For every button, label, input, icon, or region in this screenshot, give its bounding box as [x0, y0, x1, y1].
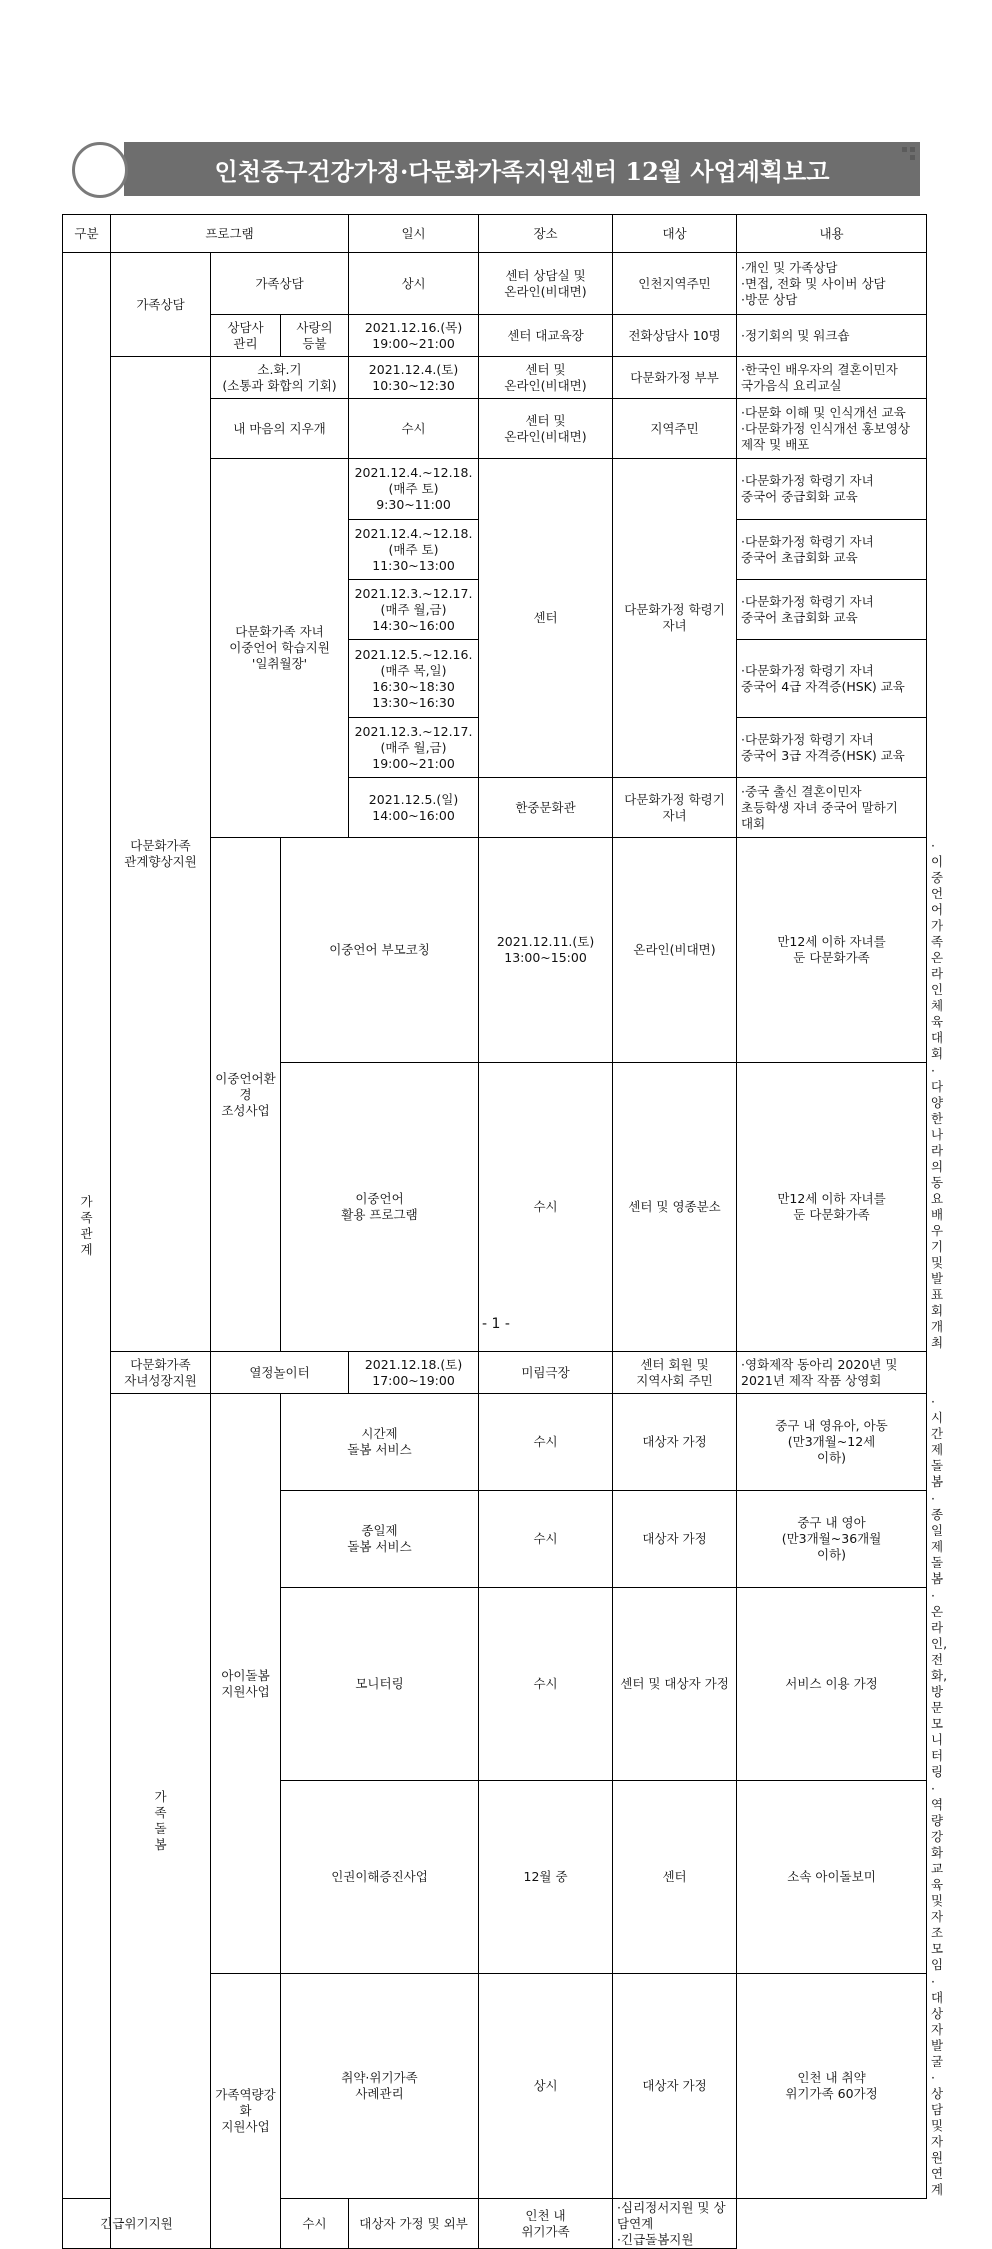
table-row: 모니터링 수시 센터 및 대상자 가정 서비스 이용 가정 ·온라인, 전화, 방문 모니터링	[63, 1588, 927, 1781]
place-cell: 대상자 가정 및 외부	[349, 2199, 479, 2249]
date-cell: 상시	[479, 1974, 613, 2199]
place-cell: 한중문화관	[479, 778, 613, 838]
place-cell: 미림극장	[479, 1352, 613, 1394]
plan-table	[62, 214, 948, 2249]
date-cell: 2021.12.11.(토) 13:00~15:00	[479, 838, 613, 1063]
place-cell: 센터 및 온라인(비대면)	[479, 357, 613, 399]
content-cell: ·심리정서지원 및 상담연계 ·긴급돌봄지원	[613, 2199, 737, 2249]
table-row: 인권이해증진사업 12월 중 센터 소속 아이돌보미 ·역량강화교육 및 자조모임	[63, 1781, 927, 1974]
target-cell: 지역주민	[613, 399, 737, 459]
program-cell: 시간제 돌봄 서비스	[281, 1394, 479, 1491]
target-cell: 다문화가정 학령기 자녀	[613, 459, 737, 778]
place-cell: 온라인(비대면)	[613, 838, 737, 1063]
date-cell: 수시	[479, 1063, 613, 1352]
target-cell: 인천지역주민	[613, 253, 737, 315]
group-childcare: 아이돌봄 지원사업	[211, 1394, 281, 1974]
place-cell: 센터 상담실 및 온라인(비대면)	[479, 253, 613, 315]
date-cell: 2021.12.4.~12.18. (매주 토) 9:30~11:00	[349, 459, 479, 520]
place-cell: 대상자 가정	[613, 1974, 737, 2199]
group-family-capacity: 가족역량강화 지원사업	[211, 1974, 281, 2249]
table-row	[63, 1352, 927, 1394]
target-cell: 만12세 이하 자녀를 둔 다문화가족	[737, 1063, 927, 1352]
target-cell: 인천 내 취약 위기가족 60가정	[737, 1974, 927, 2199]
program-cell: 이중언어 활용 프로그램	[281, 1063, 479, 1352]
group-family-counseling: 가족상담	[111, 253, 211, 357]
program-cell: 사랑의 등불	[281, 315, 349, 357]
target-cell: 소속 아이돌보미	[737, 1781, 927, 1974]
program-cell: 가족상담	[211, 253, 349, 315]
date-cell: 수시	[479, 1588, 613, 1781]
target-cell: 다문화가정 학령기 자녀	[613, 778, 737, 838]
target-cell: 중구 내 영아 (만3개월~36개월 이하)	[737, 1491, 927, 1588]
target-cell: 센터 회원 및 지역사회 주민	[613, 1352, 737, 1394]
program-cell: 상담사 관리	[211, 315, 281, 357]
content-cell: ·다문화가정 학령기 자녀 중국어 중급회화 교육	[737, 459, 927, 520]
content-cell: ·다문화가정 학령기 자녀 중국어 초급회화 교육	[737, 520, 927, 580]
header-program: 프로그램	[111, 215, 349, 253]
header-category: 구분	[63, 215, 111, 253]
content-cell: ·중국 출신 결혼이민자 초등학생 자녀 중국어 말하기 대회	[737, 778, 927, 838]
table-row: 이중언어 활용 프로그램 수시 센터 및 영종분소 만12세 이하 자녀를 둔 다문화가족 ·다양한 나라의 동요 배우기 및 발표회 개최	[63, 1063, 927, 1352]
category-family-care: 가 족 돌 봄	[111, 1394, 211, 2249]
program-cell: 종일제 돌봄 서비스	[281, 1491, 479, 1588]
place-cell: 센터 대교육장	[479, 315, 613, 357]
content-cell: ·한국인 배우자의 결혼이민자 국가음식 요리교실	[737, 357, 927, 399]
content-cell: ·개인 및 가족상담 ·면접, 전화 및 사이버 상담 ·방문 상담	[737, 253, 927, 315]
program-cell: 취약·위기가족 사례관리	[281, 1974, 479, 2199]
category-family-relations: 가 족 관 계	[63, 253, 111, 2199]
content-cell: ·다문화가정 학령기 자녀 중국어 초급회화 교육	[737, 580, 927, 640]
group-child-growth: 다문화가족 자녀성장지원	[111, 1352, 211, 1394]
table-row: 가족역량강화 지원사업 취약·위기가족 사례관리 상시 대상자 가정 인천 내 취약 위기가족 60가정 ·대상자 발굴 ·상담 및 자원연계	[63, 1974, 927, 2199]
content-cell: ·다문화가정 학령기 자녀 중국어 4급 자격증(HSK) 교육	[737, 640, 927, 718]
group-multicultural-relations: 다문화가족 관계향상지원	[111, 357, 211, 1352]
content-cell: ·다문화 이해 및 인식개선 교육 ·다문화가정 인식개선 홍보영상 제작 및 배포	[737, 399, 927, 459]
date-cell: 상시	[349, 253, 479, 315]
title-banner	[72, 140, 920, 198]
date-cell: 수시	[479, 1394, 613, 1491]
header-date: 일시	[349, 215, 479, 253]
date-cell: 2021.12.5.(일) 14:00~16:00	[349, 778, 479, 838]
date-cell: 2021.12.18.(토) 17:00~19:00	[349, 1352, 479, 1394]
group-bilingual: 이중언어환경 조성사업	[211, 838, 281, 1352]
place-cell: 대상자 가정	[613, 1491, 737, 1588]
target-cell: 인천 내 위기가족	[479, 2199, 613, 2249]
table-row: 가 족 돌 봄 아이돌봄 지원사업 시간제 돌봄 서비스 수시 대상자 가정 중구 내 영유아, 아동 (만3개월~12세 이하) ·시간제 돌봄	[63, 1394, 927, 1491]
date-cell: 수시	[349, 399, 479, 459]
table-row	[63, 253, 927, 315]
place-cell: 대상자 가정	[613, 1394, 737, 1491]
date-cell: 2021.12.3.~12.17. (매주 월,금) 19:00~21:00	[349, 718, 479, 778]
circle-ornament-icon	[72, 142, 128, 198]
target-cell: 서비스 이용 가정	[737, 1588, 927, 1781]
target-cell: 전화상담사 10명	[613, 315, 737, 357]
date-cell: 2021.12.3.~12.17. (매주 월,금) 14:30~16:00	[349, 580, 479, 640]
target-cell: 중구 내 영유아, 아동 (만3개월~12세 이하)	[737, 1394, 927, 1491]
place-cell: 센터	[479, 459, 613, 778]
date-cell: 2021.12.4.~12.18. (매주 토) 11:30~13:00	[349, 520, 479, 580]
date-cell: 12월 중	[479, 1781, 613, 1974]
table-row: 이중언어환경 조성사업 이중언어 부모코칭 2021.12.11.(토) 13:00~15:00 온라인(비대면) 만12세 이하 자녀를 둔 다문화가족 ·이중언어 가족 온라인 체육대회	[63, 838, 927, 1063]
program-cell: 모니터링	[281, 1588, 479, 1781]
target-cell: 만12세 이하 자녀를 둔 다문화가족	[737, 838, 927, 1063]
table-header-row	[63, 215, 927, 253]
date-cell: 2021.12.5.~12.16. (매주 목,일) 16:30~18:30 13:30~16:30	[349, 640, 479, 718]
content-cell: ·영화제작 동아리 2020년 및 2021년 제작 작품 상영회	[737, 1352, 927, 1394]
table-row: 종일제 돌봄 서비스 수시 대상자 가정 중구 내 영아 (만3개월~36개월 이하) ·종일제 돌봄	[63, 1491, 927, 1588]
program-cell: 내 마음의 지우개	[211, 399, 349, 459]
date-cell: 2021.12.16.(목) 19:00~21:00	[349, 315, 479, 357]
program-cell: 이중언어 부모코칭	[281, 838, 479, 1063]
content-cell: ·정기회의 및 워크숍	[737, 315, 927, 357]
place-cell: 센터 및 온라인(비대면)	[479, 399, 613, 459]
header-place: 장소	[479, 215, 613, 253]
table-row	[63, 2199, 927, 2249]
program-cell: 열정놀이터	[211, 1352, 349, 1394]
header-content: 내용	[737, 215, 927, 253]
table-row	[63, 357, 927, 399]
place-cell: 센터	[613, 1781, 737, 1974]
corner-mark-icon	[902, 147, 918, 163]
page-number: - 1 -	[482, 1316, 510, 1332]
program-cell: 긴급위기지원	[63, 2199, 211, 2249]
program-cell: 인권이해증진사업	[281, 1781, 479, 1974]
program-cell: 소.화.기 (소통과 화합의 기회)	[211, 357, 349, 399]
date-cell: 2021.12.4.(토) 10:30~12:30	[349, 357, 479, 399]
place-cell: 센터 및 대상자 가정	[613, 1588, 737, 1781]
header-target: 대상	[613, 215, 737, 253]
date-cell: 수시	[281, 2199, 349, 2249]
program-cell: 다문화가족 자녀 이중언어 학습지원 '일취월장'	[211, 459, 349, 838]
target-cell: 다문화가정 부부	[613, 357, 737, 399]
date-cell: 수시	[479, 1491, 613, 1588]
page-title: 인천중구건강가정·다문화가족지원센터 12월 사업계획보고	[214, 156, 830, 186]
content-cell: ·다문화가정 학령기 자녀 중국어 3급 자격증(HSK) 교육	[737, 718, 927, 778]
place-cell: 센터 및 영종분소	[613, 1063, 737, 1352]
